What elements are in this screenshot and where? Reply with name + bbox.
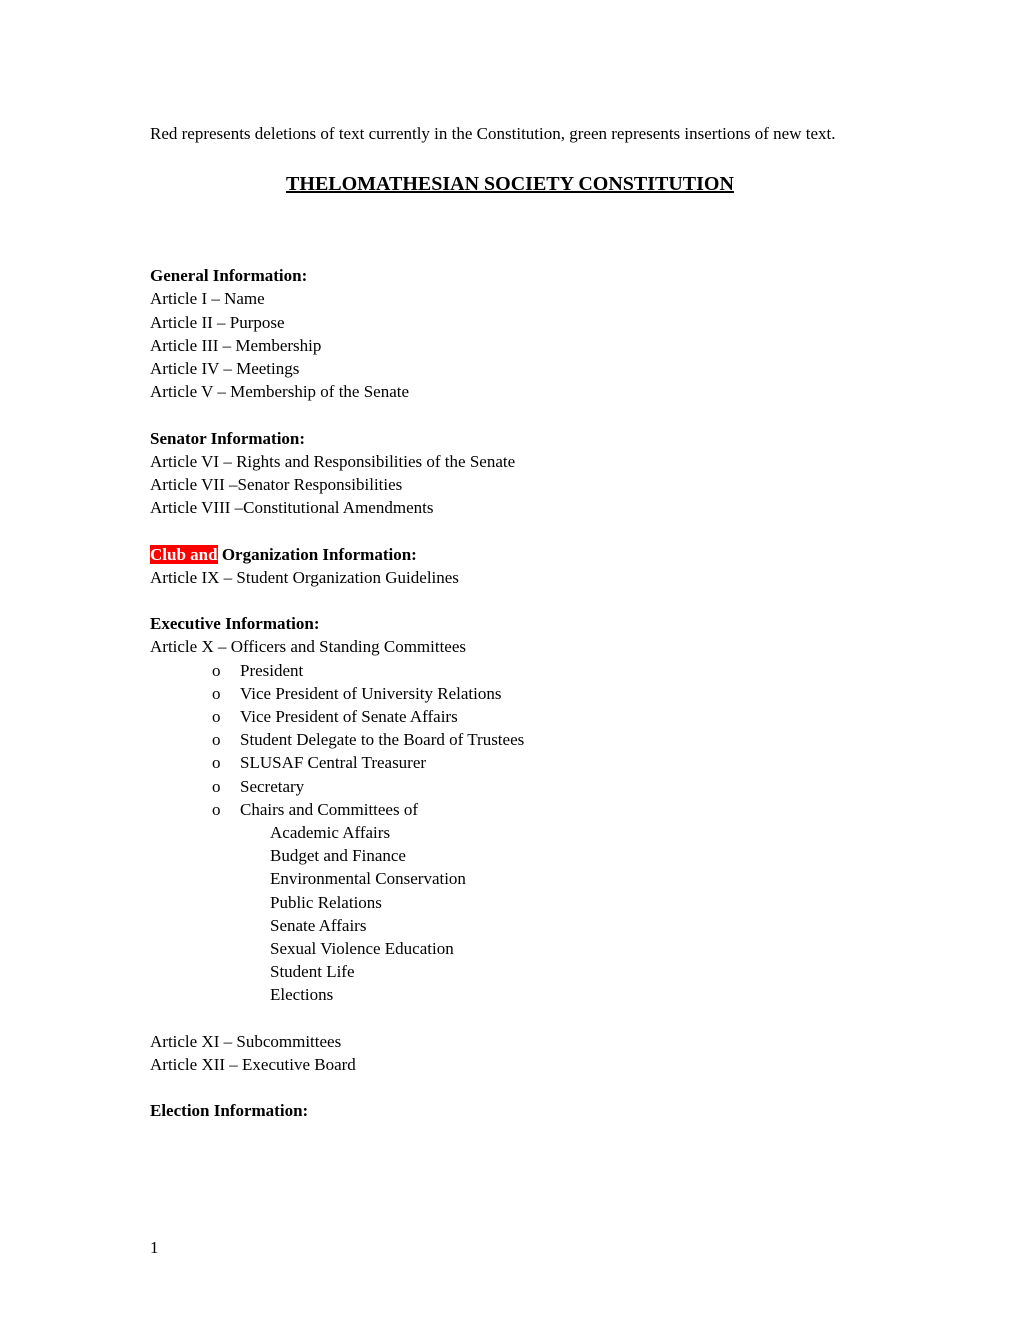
club-heading-rest: Organization Information:: [217, 544, 417, 564]
section-executive: [150, 612, 870, 1076]
toc-item: Article I – Name: [150, 289, 265, 309]
committee-item: Elections: [270, 985, 334, 1005]
officer-label: Student Delegate to the Board of Trustees: [240, 730, 525, 750]
section-general: [150, 264, 870, 403]
officer-label: Secretary: [240, 776, 305, 796]
toc-item: Article XI – Subcommittees: [150, 1031, 342, 1051]
election-heading: Election Information:: [150, 1101, 309, 1121]
section-senator: [150, 427, 870, 520]
bullet-o-icon: o: [212, 683, 221, 703]
section-club: [150, 543, 870, 589]
executive-heading: Executive Information:: [150, 614, 320, 634]
toc-item: Article X – Officers and Standing Committees: [150, 637, 467, 657]
general-heading: General Information:: [150, 266, 308, 286]
toc-item: Article IV – Meetings: [150, 359, 300, 379]
committee-item: Environmental Conservation: [270, 869, 466, 889]
committee-item: Budget and Finance: [270, 846, 406, 866]
officer-item: [150, 751, 870, 774]
toc-item: Article IX – Student Organization Guidelines: [150, 567, 459, 587]
officer-item: [150, 659, 870, 682]
club-heading: [150, 543, 870, 566]
section-election: [150, 1099, 870, 1122]
bullet-o-icon: o: [212, 660, 221, 680]
officer-item: [150, 682, 870, 705]
committee-item: Sexual Violence Education: [270, 939, 454, 959]
toc-item: Article V – Membership of the Senate: [150, 382, 410, 402]
committee-item: Public Relations: [270, 892, 382, 912]
senator-heading: Senator Information:: [150, 428, 306, 448]
committee-item: Senate Affairs: [270, 915, 367, 935]
officer-item: [150, 775, 870, 798]
toc-item: Article II – Purpose: [150, 312, 285, 332]
committee-item: Academic Affairs: [270, 823, 391, 843]
page-title: THELOMATHESIAN SOCIETY CONSTITUTION: [286, 173, 734, 196]
bullet-o-icon: o: [212, 730, 221, 750]
officer-label: President: [240, 660, 304, 680]
toc-item: Article III – Membership: [150, 335, 322, 355]
page-number: 1: [150, 1238, 159, 1257]
intro-note: Red represents deletions of text currently in the Constitution, green represents insertions of new text.: [150, 124, 836, 143]
bullet-o-icon: o: [212, 753, 221, 773]
toc-item: Article XII – Executive Board: [150, 1055, 356, 1075]
officer-item: [150, 705, 870, 728]
bullet-o-icon: o: [212, 799, 221, 819]
bullet-o-icon: o: [212, 707, 221, 727]
bullet-o-icon: o: [212, 776, 221, 796]
deleted-text: Club and: [150, 544, 218, 564]
toc-item: Article VII –Senator Responsibilities: [150, 475, 403, 495]
toc-item: Article VI – Rights and Responsibilities of the Senate: [150, 451, 516, 471]
officer-item: [150, 798, 870, 821]
committee-item: Student Life: [270, 962, 355, 982]
officer-item: [150, 728, 870, 751]
officer-label: Vice President of Senate Affairs: [240, 707, 458, 727]
officer-label: Vice President of University Relations: [240, 683, 502, 703]
officer-label: SLUSAF Central Treasurer: [240, 753, 427, 773]
toc-item: Article VIII –Constitutional Amendments: [150, 498, 434, 518]
officer-label: Chairs and Committees of: [240, 799, 419, 819]
